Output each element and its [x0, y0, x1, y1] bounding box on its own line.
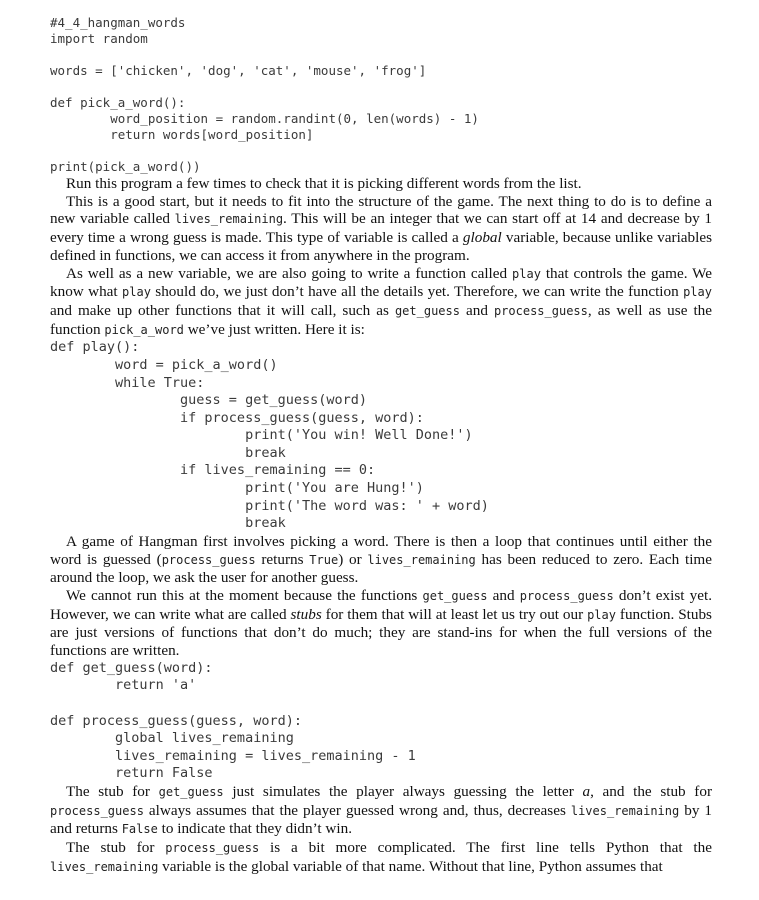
code-blank-line — [50, 79, 712, 95]
page-content — [50, 15, 712, 876]
code-blank-line — [50, 47, 712, 63]
code-line: word_position = random.randint(0, len(words) - 1) — [50, 111, 479, 126]
paragraph-game-loop: A game of Hangman first involves picking a word. There is then a loop that continues until either the word is guessed (process_guess returns True) or lives_remaining has been reduced to zero. Each time around the loop, we ask the user for another guess. — [50, 532, 712, 587]
paragraph-stubs: We cannot run this at the moment because the functions get_guess and process_guess don’t exist yet. However, we can write what are called stubs for them that will at least let us try out our play function. Stubs are just versions of functions that don’t do much; they are stand-ins for when the full versions of the functions are written. — [50, 586, 712, 660]
code-line: return 'a' — [50, 677, 197, 694]
code-block-play-function — [50, 339, 712, 533]
code-line: print('You are Hung!') — [50, 480, 424, 497]
paragraph-stub-explanation: The stub for get_guess just simulates the player always guessing the letter a, and the stub for process_guess always assumes that the player guessed wrong and, thus, decreases lives_remaining by 1 and returns False to indicate that they didn’t win. — [50, 782, 713, 838]
code-line: print(pick_a_word()) — [50, 159, 201, 174]
code-line: while True: — [50, 374, 205, 391]
code-line: global lives_remaining — [50, 730, 294, 747]
code-block-stubs — [50, 660, 712, 783]
code-line: def play(): — [50, 339, 140, 356]
code-line: word = pick_a_word() — [50, 356, 278, 373]
code-blank-line — [50, 143, 712, 159]
code-line: print('You win! Well Done!') — [50, 427, 473, 444]
code-line: break — [50, 444, 286, 461]
code-line: return False — [50, 765, 213, 782]
code-line: words = ['chicken', 'dog', 'cat', 'mouse', 'frog'] — [50, 63, 427, 78]
code-line: def get_guess(word): — [50, 659, 213, 676]
code-line: def pick_a_word(): — [50, 95, 186, 110]
code-line: import random — [50, 31, 148, 46]
paragraph-global-variable: This is a good start, but it needs to fit into the structure of the game. The next thing to do is to define a new variable called lives_remaining. This will be an integer that we can start off at 14 and decrease by 1 every time a wrong guess is made. This type of variable is called a global variable, because unlike variables defined in functions, we can access it from anywhere in the program. — [50, 192, 713, 264]
code-line: break — [50, 515, 286, 532]
code-line: if process_guess(guess, word): — [50, 409, 424, 426]
code-line: guess = get_guess(word) — [50, 392, 367, 409]
code-line: return words[word_position] — [50, 127, 314, 142]
code-blank-line — [50, 695, 712, 713]
code-line: if lives_remaining == 0: — [50, 462, 376, 479]
code-block-hangman-words — [50, 15, 712, 175]
paragraph-global-line: The stub for process_guess is a bit more complicated. The first line tells Python that the lives_remaining variable is the global variable of that name. Without that line, Python assumes that — [50, 839, 712, 875]
code-line: #4_4_hangman_words — [50, 15, 186, 30]
paragraph-run-program: Run this program a few times to check that it is picking different words from the list. — [66, 175, 582, 192]
code-line: print('The word was: ' + word) — [50, 497, 489, 514]
code-line: lives_remaining = lives_remaining - 1 — [50, 747, 416, 764]
code-line: def process_guess(guess, word): — [50, 712, 302, 729]
paragraph-play-function: As well as a new variable, we are also going to write a function called play that controls the game. We know what play should do, we just don’t have all the details yet. Therefore, we can write the function play and make up other functions that it will call, such as get_guess and process_guess, as well as use the function pick_a_word we’ve just written. Here it is: — [50, 264, 712, 338]
